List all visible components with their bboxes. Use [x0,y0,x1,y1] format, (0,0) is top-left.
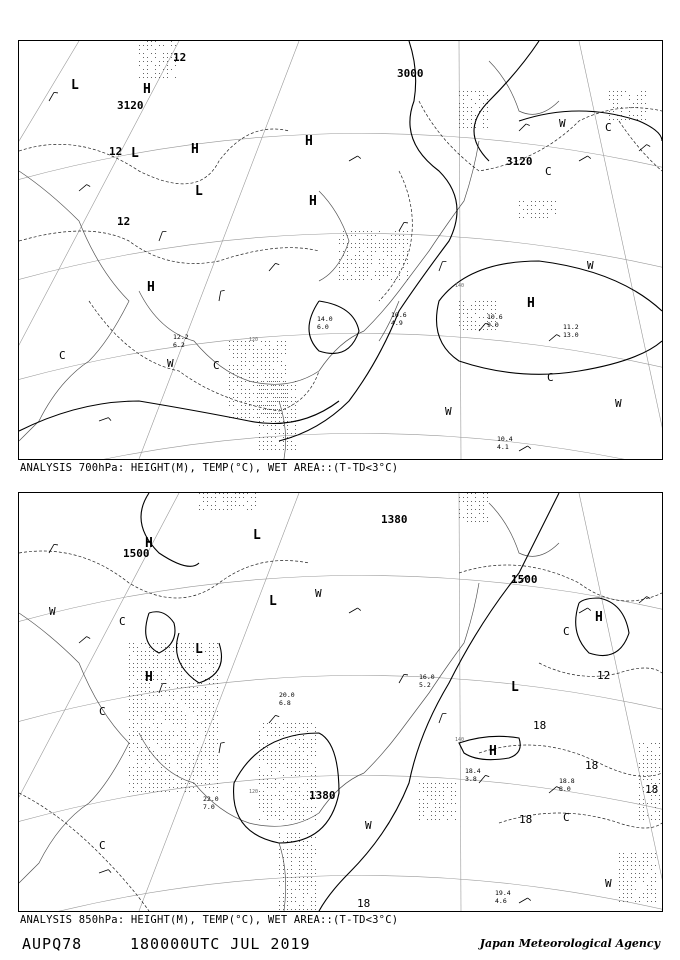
contour-label: 1500 [123,547,150,560]
station-temp: 18.4 [465,767,481,775]
wind-barbs-850 [49,544,650,903]
map-850hpa [18,492,663,912]
station-temp: 12.2 [173,333,189,341]
high-center: H [305,134,313,149]
contour-label: 3120 [506,155,533,168]
station-dewpoint-depression: 3.8 [465,775,477,783]
contour-label: 1380 [309,789,336,802]
contour-label: 12 [597,669,611,682]
height-contours-850 [141,493,629,911]
longitude-tick: 140 [455,283,465,289]
longitude-tick: 140 [455,737,465,743]
high-center: H [143,82,151,97]
contour-label: 18 [645,783,659,796]
station-temp: 16.0 [419,673,435,681]
low-center: L [511,680,519,695]
height-contours-700 [19,41,662,441]
high-center: H [145,670,153,685]
station-temp: 19.4 [495,889,511,897]
contour-label: 18 [585,759,599,772]
cold-center: C [59,349,66,362]
station-dewpoint-depression: 13.0 [563,331,579,339]
high-center: H [309,194,317,209]
warm-center: W [315,587,322,600]
caption-850hpa: ANALYSIS 850hPa: HEIGHT(M), TEMP(°C), WET AREA::(T-TD<3°C) [20,914,399,926]
longitude-tick: 120 [249,337,259,343]
cold-center: C [99,839,106,852]
station-dewpoint-depression: 4.1 [497,443,509,451]
low-center: L [195,184,203,199]
agency-name: Japan Meteorological Agency [479,937,660,950]
high-center: H [489,744,497,759]
cold-center: C [547,371,554,384]
low-center: L [131,146,139,161]
contour-label: 1380 [381,513,408,526]
high-center: H [595,610,603,625]
station-temp: 11.2 [563,323,579,331]
station-temp: 14.0 [317,315,333,323]
contour-label: 18 [533,719,547,732]
footer [18,933,660,955]
high-center: H [191,142,199,157]
isotherms-850 [19,551,662,911]
cold-center: C [563,811,570,824]
cold-center: C [119,615,126,628]
cold-center: C [563,625,570,638]
station-dewpoint-depression: 4.9 [391,319,403,327]
contour-label: 3120 [117,99,144,112]
valid-time: 180000UTC JUL 2019 [130,935,311,953]
warm-center: W [365,819,372,832]
high-center: H [145,536,153,551]
warm-center: W [445,405,452,418]
warm-center: W [615,397,622,410]
contour-label: 1500 [511,573,538,586]
station-dewpoint-depression: 4.6 [495,897,507,905]
station-temp: 22.0 [203,795,219,803]
station-dewpoint-depression: 8.0 [559,785,571,793]
warm-center: W [605,877,612,890]
cold-center: C [213,359,220,372]
wet-area-700 [139,41,646,450]
station-temp: 18.8 [559,777,575,785]
station-dewpoint-depression: 6.8 [279,699,291,707]
contour-label: 18 [357,897,371,910]
station-temp: 10.6 [391,311,407,319]
warm-center: W [587,259,594,272]
contour-label: 12 [117,215,131,228]
station-temp: 20.0 [279,691,295,699]
station-temp: 10.6 [487,313,503,321]
station-dewpoint-depression: 6.0 [317,323,329,331]
contour-label: 18 [519,813,533,826]
low-center: L [253,528,261,543]
map-700hpa [18,40,663,460]
warm-center: W [49,605,56,618]
map-700hpa-drawing [19,41,662,459]
cold-center: C [605,121,612,134]
station-dewpoint-depression: 5.2 [419,681,431,689]
station-dewpoint-depression: 6.2 [173,341,185,349]
station-dewpoint-depression: 7.0 [203,803,215,811]
cold-center: C [545,165,552,178]
station-dewpoint-depression: 9.0 [487,321,499,329]
map-850hpa-drawing [19,493,662,911]
contour-label: 3000 [397,67,424,80]
longitude-tick: 120 [249,789,259,795]
graticule-850 [19,493,662,911]
wind-barbs-700 [49,92,650,451]
graticule-700 [19,41,662,459]
low-center: L [269,594,277,609]
caption-700hpa: ANALYSIS 700hPa: HEIGHT(M), TEMP(°C), WET AREA::(T-TD<3°C) [20,462,399,474]
high-center: H [147,280,155,295]
station-temp: 10.4 [497,435,513,443]
contour-label: 12 [173,51,187,64]
high-center: H [527,296,535,311]
cold-center: C [99,705,106,718]
contour-label: 12 [109,145,123,158]
low-center: L [195,642,203,657]
wet-area-850 [129,493,660,910]
warm-center: W [167,357,174,370]
product-code: AUPQ78 [22,935,83,953]
low-center: L [71,78,79,93]
warm-center: W [559,117,566,130]
